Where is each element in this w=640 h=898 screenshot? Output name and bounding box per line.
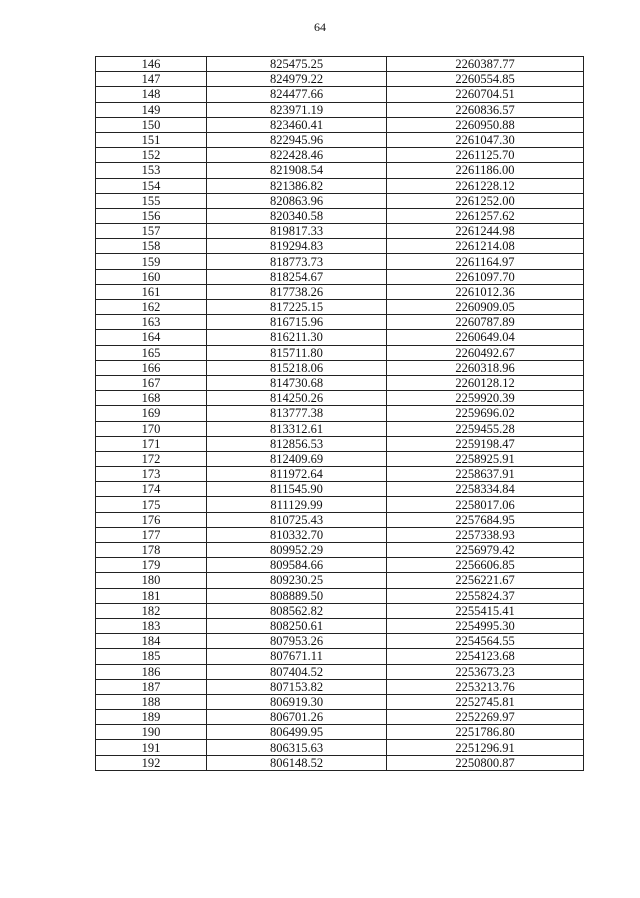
x-coordinate-cell: 817225.15 xyxy=(207,300,387,315)
x-coordinate-cell: 815218.06 xyxy=(207,360,387,375)
x-coordinate-cell: 813312.61 xyxy=(207,421,387,436)
point-number-cell: 188 xyxy=(96,694,207,709)
point-number-cell: 183 xyxy=(96,618,207,633)
y-coordinate-cell: 2258637.91 xyxy=(387,467,584,482)
point-number-cell: 191 xyxy=(96,740,207,755)
table-row xyxy=(96,664,584,679)
table-row xyxy=(96,315,584,330)
table-row xyxy=(96,406,584,421)
table-row xyxy=(96,634,584,649)
table-row xyxy=(96,558,584,573)
table-row xyxy=(96,451,584,466)
x-coordinate-cell: 824477.66 xyxy=(207,87,387,102)
y-coordinate-cell: 2256606.85 xyxy=(387,558,584,573)
x-coordinate-cell: 817738.26 xyxy=(207,284,387,299)
x-coordinate-cell: 807404.52 xyxy=(207,664,387,679)
table-row xyxy=(96,512,584,527)
x-coordinate-cell: 809952.29 xyxy=(207,543,387,558)
point-number-cell: 159 xyxy=(96,254,207,269)
point-number-cell: 158 xyxy=(96,239,207,254)
x-coordinate-cell: 816715.96 xyxy=(207,315,387,330)
x-coordinate-cell: 809584.66 xyxy=(207,558,387,573)
x-coordinate-cell: 806919.30 xyxy=(207,694,387,709)
table-row xyxy=(96,710,584,725)
y-coordinate-cell: 2252269.97 xyxy=(387,710,584,725)
x-coordinate-cell: 815711.80 xyxy=(207,345,387,360)
table-row xyxy=(96,543,584,558)
table-row xyxy=(96,618,584,633)
table-row xyxy=(96,178,584,193)
x-coordinate-cell: 807153.82 xyxy=(207,679,387,694)
y-coordinate-cell: 2257684.95 xyxy=(387,512,584,527)
point-number-cell: 189 xyxy=(96,710,207,725)
point-number-cell: 177 xyxy=(96,527,207,542)
point-number-cell: 153 xyxy=(96,163,207,178)
y-coordinate-cell: 2260649.04 xyxy=(387,330,584,345)
x-coordinate-cell: 810332.70 xyxy=(207,527,387,542)
table-row xyxy=(96,467,584,482)
y-coordinate-cell: 2260128.12 xyxy=(387,375,584,390)
table-row xyxy=(96,224,584,239)
point-number-cell: 164 xyxy=(96,330,207,345)
table-row xyxy=(96,102,584,117)
coordinate-table xyxy=(95,56,584,771)
y-coordinate-cell: 2261186.00 xyxy=(387,163,584,178)
point-number-cell: 150 xyxy=(96,117,207,132)
table-row xyxy=(96,193,584,208)
x-coordinate-cell: 810725.43 xyxy=(207,512,387,527)
table-row xyxy=(96,573,584,588)
x-coordinate-cell: 821908.54 xyxy=(207,163,387,178)
y-coordinate-cell: 2250800.87 xyxy=(387,755,584,770)
point-number-cell: 156 xyxy=(96,208,207,223)
table-row xyxy=(96,254,584,269)
y-coordinate-cell: 2260950.88 xyxy=(387,117,584,132)
table-row xyxy=(96,375,584,390)
x-coordinate-cell: 806701.26 xyxy=(207,710,387,725)
point-number-cell: 175 xyxy=(96,497,207,512)
x-coordinate-cell: 818254.67 xyxy=(207,269,387,284)
table-row xyxy=(96,330,584,345)
point-number-cell: 167 xyxy=(96,375,207,390)
x-coordinate-cell: 808250.61 xyxy=(207,618,387,633)
y-coordinate-cell: 2256979.42 xyxy=(387,543,584,558)
y-coordinate-cell: 2259198.47 xyxy=(387,436,584,451)
x-coordinate-cell: 821386.82 xyxy=(207,178,387,193)
y-coordinate-cell: 2254995.30 xyxy=(387,618,584,633)
point-number-cell: 185 xyxy=(96,649,207,664)
y-coordinate-cell: 2255415.41 xyxy=(387,603,584,618)
point-number-cell: 186 xyxy=(96,664,207,679)
table-row xyxy=(96,497,584,512)
x-coordinate-cell: 814730.68 xyxy=(207,375,387,390)
point-number-cell: 148 xyxy=(96,87,207,102)
x-coordinate-cell: 825475.25 xyxy=(207,57,387,72)
y-coordinate-cell: 2261257.62 xyxy=(387,208,584,223)
table-row xyxy=(96,345,584,360)
point-number-cell: 192 xyxy=(96,755,207,770)
table-row xyxy=(96,87,584,102)
table-row xyxy=(96,421,584,436)
x-coordinate-cell: 824979.22 xyxy=(207,72,387,87)
point-number-cell: 170 xyxy=(96,421,207,436)
point-number-cell: 179 xyxy=(96,558,207,573)
y-coordinate-cell: 2252745.81 xyxy=(387,694,584,709)
x-coordinate-cell: 806499.95 xyxy=(207,725,387,740)
y-coordinate-cell: 2251296.91 xyxy=(387,740,584,755)
point-number-cell: 149 xyxy=(96,102,207,117)
table-row xyxy=(96,482,584,497)
y-coordinate-cell: 2260387.77 xyxy=(387,57,584,72)
table-row xyxy=(96,755,584,770)
y-coordinate-cell: 2260836.57 xyxy=(387,102,584,117)
table-row xyxy=(96,269,584,284)
table-row xyxy=(96,132,584,147)
point-number-cell: 166 xyxy=(96,360,207,375)
point-number-cell: 157 xyxy=(96,224,207,239)
y-coordinate-cell: 2261244.98 xyxy=(387,224,584,239)
x-coordinate-cell: 819817.33 xyxy=(207,224,387,239)
x-coordinate-cell: 822428.46 xyxy=(207,148,387,163)
y-coordinate-cell: 2254564.55 xyxy=(387,634,584,649)
table-row xyxy=(96,588,584,603)
table-row xyxy=(96,603,584,618)
y-coordinate-cell: 2259696.02 xyxy=(387,406,584,421)
x-coordinate-cell: 808562.82 xyxy=(207,603,387,618)
point-number-cell: 155 xyxy=(96,193,207,208)
table-row xyxy=(96,725,584,740)
point-number-cell: 187 xyxy=(96,679,207,694)
point-number-cell: 180 xyxy=(96,573,207,588)
x-coordinate-cell: 811545.90 xyxy=(207,482,387,497)
x-coordinate-cell: 820340.58 xyxy=(207,208,387,223)
x-coordinate-cell: 814250.26 xyxy=(207,391,387,406)
y-coordinate-cell: 2261047.30 xyxy=(387,132,584,147)
y-coordinate-cell: 2259920.39 xyxy=(387,391,584,406)
x-coordinate-cell: 813777.38 xyxy=(207,406,387,421)
point-number-cell: 154 xyxy=(96,178,207,193)
x-coordinate-cell: 819294.83 xyxy=(207,239,387,254)
table-row xyxy=(96,360,584,375)
y-coordinate-cell: 2251786.80 xyxy=(387,725,584,740)
point-number-cell: 169 xyxy=(96,406,207,421)
y-coordinate-cell: 2261252.00 xyxy=(387,193,584,208)
x-coordinate-cell: 823971.19 xyxy=(207,102,387,117)
point-number-cell: 151 xyxy=(96,132,207,147)
y-coordinate-cell: 2258017.06 xyxy=(387,497,584,512)
x-coordinate-cell: 807671.11 xyxy=(207,649,387,664)
y-coordinate-cell: 2260554.85 xyxy=(387,72,584,87)
table-row xyxy=(96,527,584,542)
point-number-cell: 190 xyxy=(96,725,207,740)
table-row xyxy=(96,148,584,163)
y-coordinate-cell: 2261097.70 xyxy=(387,269,584,284)
y-coordinate-cell: 2260704.51 xyxy=(387,87,584,102)
x-coordinate-cell: 820863.96 xyxy=(207,193,387,208)
y-coordinate-cell: 2258925.91 xyxy=(387,451,584,466)
y-coordinate-cell: 2260492.67 xyxy=(387,345,584,360)
table-row xyxy=(96,239,584,254)
table-row xyxy=(96,649,584,664)
point-number-cell: 171 xyxy=(96,436,207,451)
x-coordinate-cell: 823460.41 xyxy=(207,117,387,132)
table-row xyxy=(96,163,584,178)
table-row xyxy=(96,72,584,87)
point-number-cell: 146 xyxy=(96,57,207,72)
y-coordinate-cell: 2254123.68 xyxy=(387,649,584,664)
y-coordinate-cell: 2253213.76 xyxy=(387,679,584,694)
point-number-cell: 184 xyxy=(96,634,207,649)
table-row xyxy=(96,284,584,299)
y-coordinate-cell: 2261164.97 xyxy=(387,254,584,269)
point-number-cell: 161 xyxy=(96,284,207,299)
point-number-cell: 162 xyxy=(96,300,207,315)
x-coordinate-cell: 806148.52 xyxy=(207,755,387,770)
x-coordinate-cell: 811972.64 xyxy=(207,467,387,482)
point-number-cell: 168 xyxy=(96,391,207,406)
x-coordinate-cell: 812409.69 xyxy=(207,451,387,466)
point-number-cell: 173 xyxy=(96,467,207,482)
x-coordinate-cell: 822945.96 xyxy=(207,132,387,147)
page-number: 64 xyxy=(314,20,326,34)
point-number-cell: 178 xyxy=(96,543,207,558)
y-coordinate-cell: 2258334.84 xyxy=(387,482,584,497)
y-coordinate-cell: 2261125.70 xyxy=(387,148,584,163)
point-number-cell: 147 xyxy=(96,72,207,87)
y-coordinate-cell: 2260787.89 xyxy=(387,315,584,330)
table-row xyxy=(96,391,584,406)
table-row xyxy=(96,57,584,72)
x-coordinate-cell: 808889.50 xyxy=(207,588,387,603)
y-coordinate-cell: 2255824.37 xyxy=(387,588,584,603)
x-coordinate-cell: 807953.26 xyxy=(207,634,387,649)
y-coordinate-cell: 2261214.08 xyxy=(387,239,584,254)
x-coordinate-cell: 809230.25 xyxy=(207,573,387,588)
x-coordinate-cell: 811129.99 xyxy=(207,497,387,512)
point-number-cell: 163 xyxy=(96,315,207,330)
y-coordinate-cell: 2261012.36 xyxy=(387,284,584,299)
coordinate-table-body xyxy=(96,57,584,771)
table-row xyxy=(96,117,584,132)
x-coordinate-cell: 818773.73 xyxy=(207,254,387,269)
table-row xyxy=(96,208,584,223)
table-row xyxy=(96,679,584,694)
point-number-cell: 152 xyxy=(96,148,207,163)
y-coordinate-cell: 2256221.67 xyxy=(387,573,584,588)
point-number-cell: 181 xyxy=(96,588,207,603)
table-row xyxy=(96,694,584,709)
table-row xyxy=(96,436,584,451)
y-coordinate-cell: 2253673.23 xyxy=(387,664,584,679)
point-number-cell: 172 xyxy=(96,451,207,466)
table-row xyxy=(96,300,584,315)
table-row xyxy=(96,740,584,755)
point-number-cell: 174 xyxy=(96,482,207,497)
point-number-cell: 160 xyxy=(96,269,207,284)
x-coordinate-cell: 816211.30 xyxy=(207,330,387,345)
point-number-cell: 182 xyxy=(96,603,207,618)
y-coordinate-cell: 2257338.93 xyxy=(387,527,584,542)
x-coordinate-cell: 812856.53 xyxy=(207,436,387,451)
y-coordinate-cell: 2260318.96 xyxy=(387,360,584,375)
x-coordinate-cell: 806315.63 xyxy=(207,740,387,755)
point-number-cell: 165 xyxy=(96,345,207,360)
y-coordinate-cell: 2259455.28 xyxy=(387,421,584,436)
y-coordinate-cell: 2260909.05 xyxy=(387,300,584,315)
y-coordinate-cell: 2261228.12 xyxy=(387,178,584,193)
point-number-cell: 176 xyxy=(96,512,207,527)
